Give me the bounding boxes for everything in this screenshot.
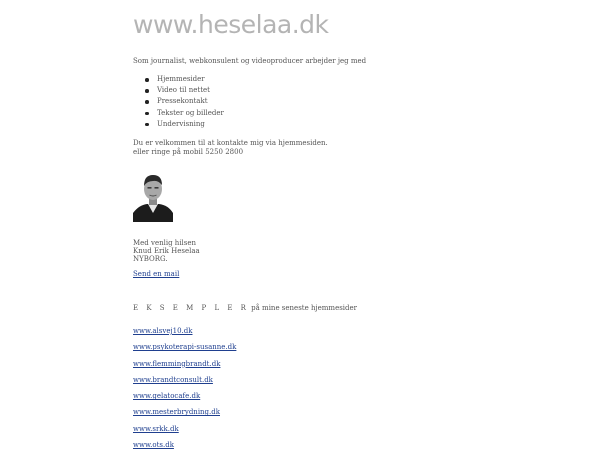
list-item — [133, 392, 236, 408]
services-list — [145, 74, 224, 130]
example-link[interactable]: www.ots.dk — [133, 441, 174, 450]
send-mail-link[interactable]: Send en mail — [133, 270, 180, 278]
example-link[interactable]: www.brandtconsult.dk — [133, 375, 213, 384]
example-link[interactable]: www.flemmingbrandt.dk — [133, 359, 221, 368]
service-item: Pressekontakt — [145, 96, 224, 107]
list-item — [133, 376, 236, 392]
example-link[interactable]: www.gelatocafe.dk — [133, 392, 201, 401]
contact-line: Du er velkommen til at kontakte mig via hjemmesiden. — [133, 139, 328, 147]
examples-heading — [133, 304, 357, 312]
service-item: Hjemmesider — [145, 74, 224, 85]
example-link[interactable]: www.psykoterapi-susanne.dk — [133, 343, 237, 352]
signature-city: NYBORG. — [133, 255, 168, 263]
list-item — [133, 441, 236, 457]
example-link[interactable]: www.srkk.dk — [133, 424, 179, 433]
contact-line: eller ringe på mobil 5250 2800 — [133, 147, 244, 156]
service-item: Video til nettet — [145, 85, 224, 96]
examples-heading-rest: på mine seneste hjemmesider — [248, 304, 358, 312]
list-item — [133, 343, 236, 359]
list-item — [133, 327, 236, 343]
intro-text: Som journalist, webkonsulent og videoproducer arbejder jeg med — [133, 57, 367, 65]
signature — [133, 239, 200, 263]
signature-greeting: Med venlig hilsen — [133, 239, 197, 247]
portrait-image — [133, 169, 173, 222]
site-logo: www.heselaa.dk — [133, 10, 329, 39]
contact-text — [133, 139, 328, 156]
service-item: Tekster og billeder — [145, 108, 224, 119]
list-item — [133, 360, 236, 376]
service-item: Undervisning — [145, 119, 224, 130]
list-item — [133, 408, 236, 424]
list-item — [133, 425, 236, 441]
example-link[interactable]: www.mesterbrydning.dk — [133, 408, 220, 417]
example-link[interactable]: www.alsvej10.dk — [133, 327, 193, 335]
signature-name: Knud Erik Heselaa — [133, 247, 200, 255]
examples-heading-spaced: E K S E M P L E R — [133, 304, 249, 312]
example-links-list — [133, 327, 236, 457]
